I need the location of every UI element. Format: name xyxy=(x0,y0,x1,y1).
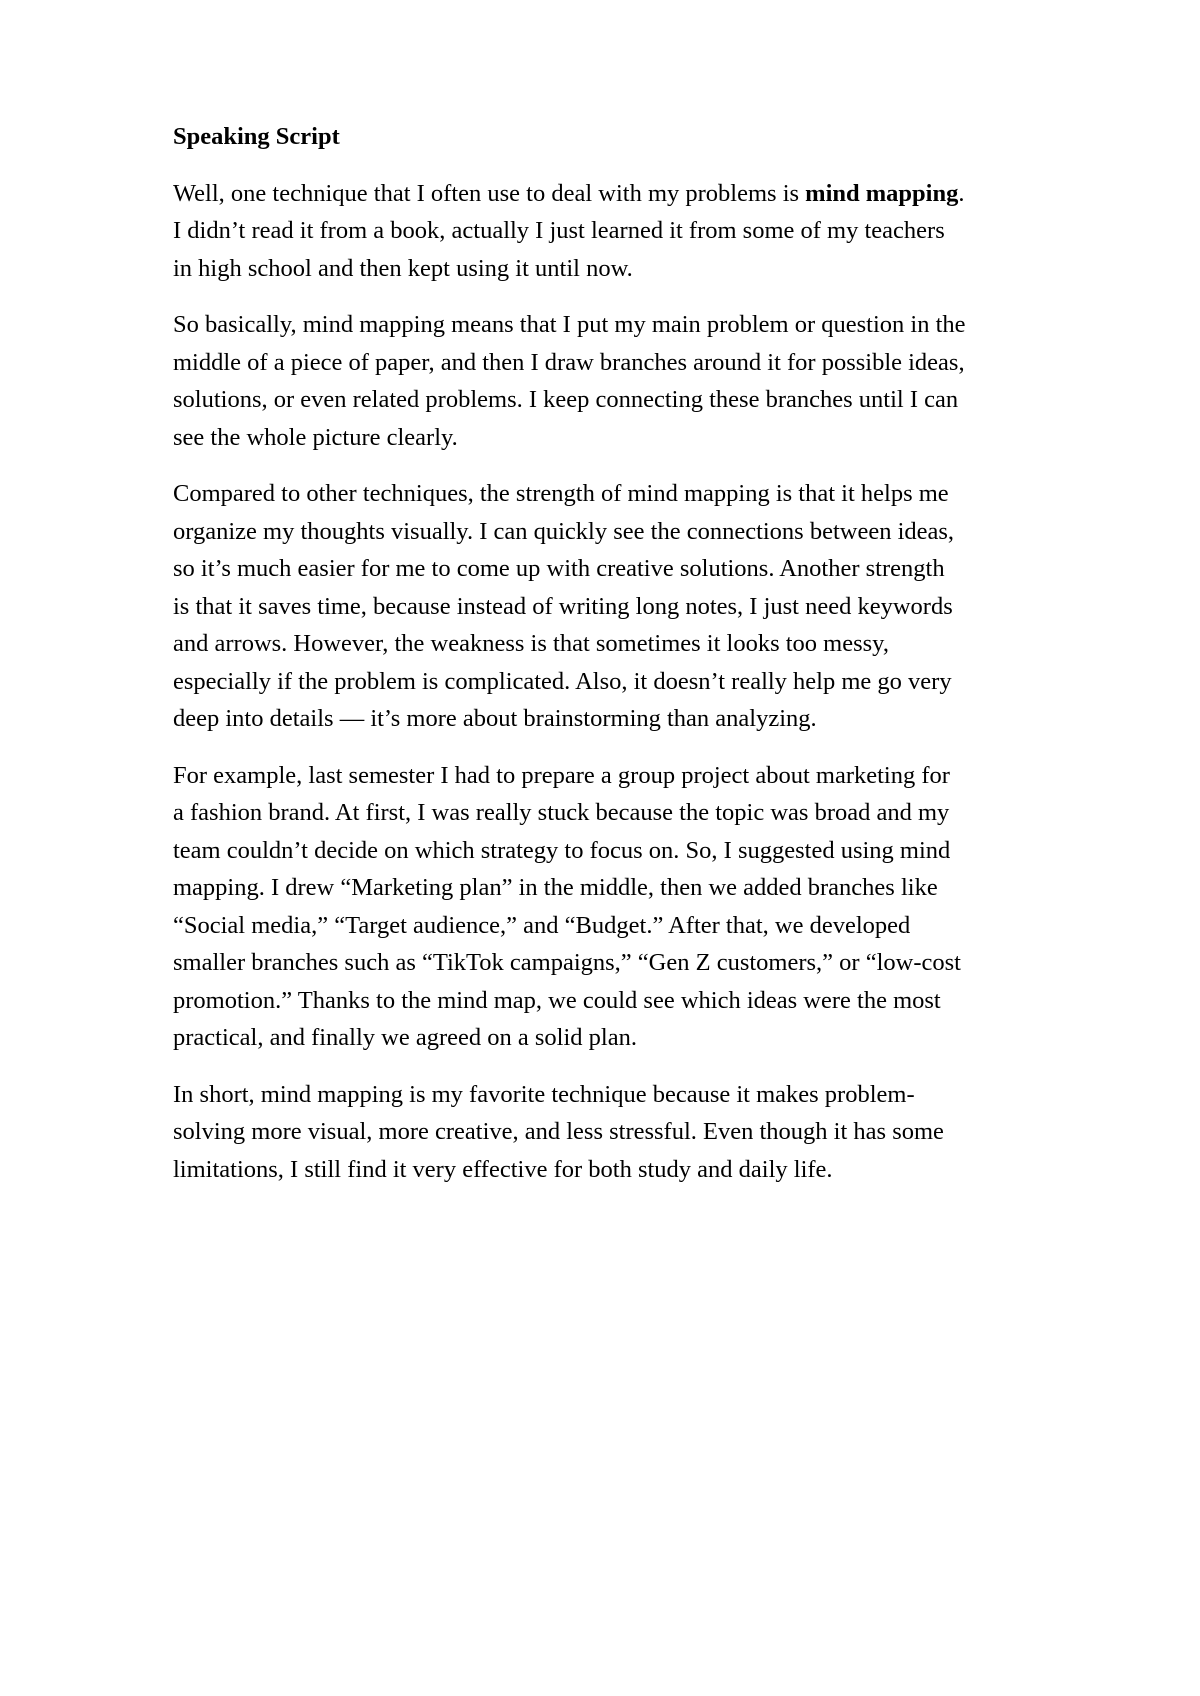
paragraph-line: mapping. I drew “Marketing plan” in the middle, then we added branches like xyxy=(173,874,938,901)
paragraph-line: Compared to other techniques, the strength of mind mapping is that it helps me xyxy=(173,480,949,507)
paragraph xyxy=(173,306,1103,456)
paragraph-line: so it’s much easier for me to come up with creative solutions. Another strength xyxy=(173,555,945,582)
paragraph-line: So basically, mind mapping means that I put my main problem or question in the xyxy=(173,311,966,338)
paragraph-line: is that it saves time, because instead of writing long notes, I just need keywords xyxy=(173,592,953,620)
paragraph xyxy=(173,175,1103,288)
paragraph-line: see the whole picture clearly. xyxy=(173,423,458,451)
paragraph-line: practical, and finally we agreed on a solid plan. xyxy=(173,1024,637,1051)
paragraph-line: I didn’t read it from a book, actually I just learned it from some of my teachers xyxy=(173,217,945,244)
paragraph-line: especially if the problem is complicated. Also, it doesn’t really help me go very xyxy=(173,667,952,695)
bold-term: mind mapping xyxy=(805,179,959,207)
paragraph-line xyxy=(173,175,1103,213)
paragraph-line: in high school and then kept using it until now. xyxy=(173,254,633,282)
paragraph-line: promotion.” Thanks to the mind map, we could see which ideas were the most xyxy=(173,986,941,1014)
paragraph-line: For example, last semester I had to prepare a group project about marketing for xyxy=(173,761,950,789)
paragraph-line: and arrows. However, the weakness is that sometimes it looks too messy, xyxy=(173,630,889,657)
paragraph-line: deep into details — it’s more about brainstorming than analyzing. xyxy=(173,705,817,732)
paragraph-line: organize my thoughts visually. I can quickly see the connections between ideas, xyxy=(173,517,955,545)
text-run: Well, one technique that I often use to deal with my problems is xyxy=(173,179,806,207)
paragraph-line: solutions, or even related problems. I keep connecting these branches until I can xyxy=(173,386,959,413)
paragraph xyxy=(173,757,1103,1057)
paragraph-line: middle of a piece of paper, and then I draw branches around it for possible ideas, xyxy=(173,348,965,376)
paragraph-line: team couldn’t decide on which strategy to focus on. So, I suggested using mind xyxy=(173,836,951,864)
paragraph xyxy=(173,1076,1103,1189)
document-body xyxy=(173,118,1103,1207)
paragraph-line: solving more visual, more creative, and less stressful. Even though it has some xyxy=(173,1118,944,1145)
paragraph-line: smaller branches such as “TikTok campaigns,” “Gen Z customers,” or “low-cost xyxy=(173,949,961,976)
paragraph-line: “Social media,” “Target audience,” and “Budget.” After that, we developed xyxy=(173,911,911,939)
text-run: . xyxy=(958,179,965,207)
paragraph-line: limitations, I still find it very effective for both study and daily life. xyxy=(173,1155,833,1183)
paragraph xyxy=(173,475,1103,738)
paragraph-line: a fashion brand. At first, I was really stuck because the topic was broad and my xyxy=(173,799,950,826)
paragraph-line: In short, mind mapping is my favorite technique because it makes problem- xyxy=(173,1080,915,1108)
document-title: Speaking Script xyxy=(173,123,340,150)
